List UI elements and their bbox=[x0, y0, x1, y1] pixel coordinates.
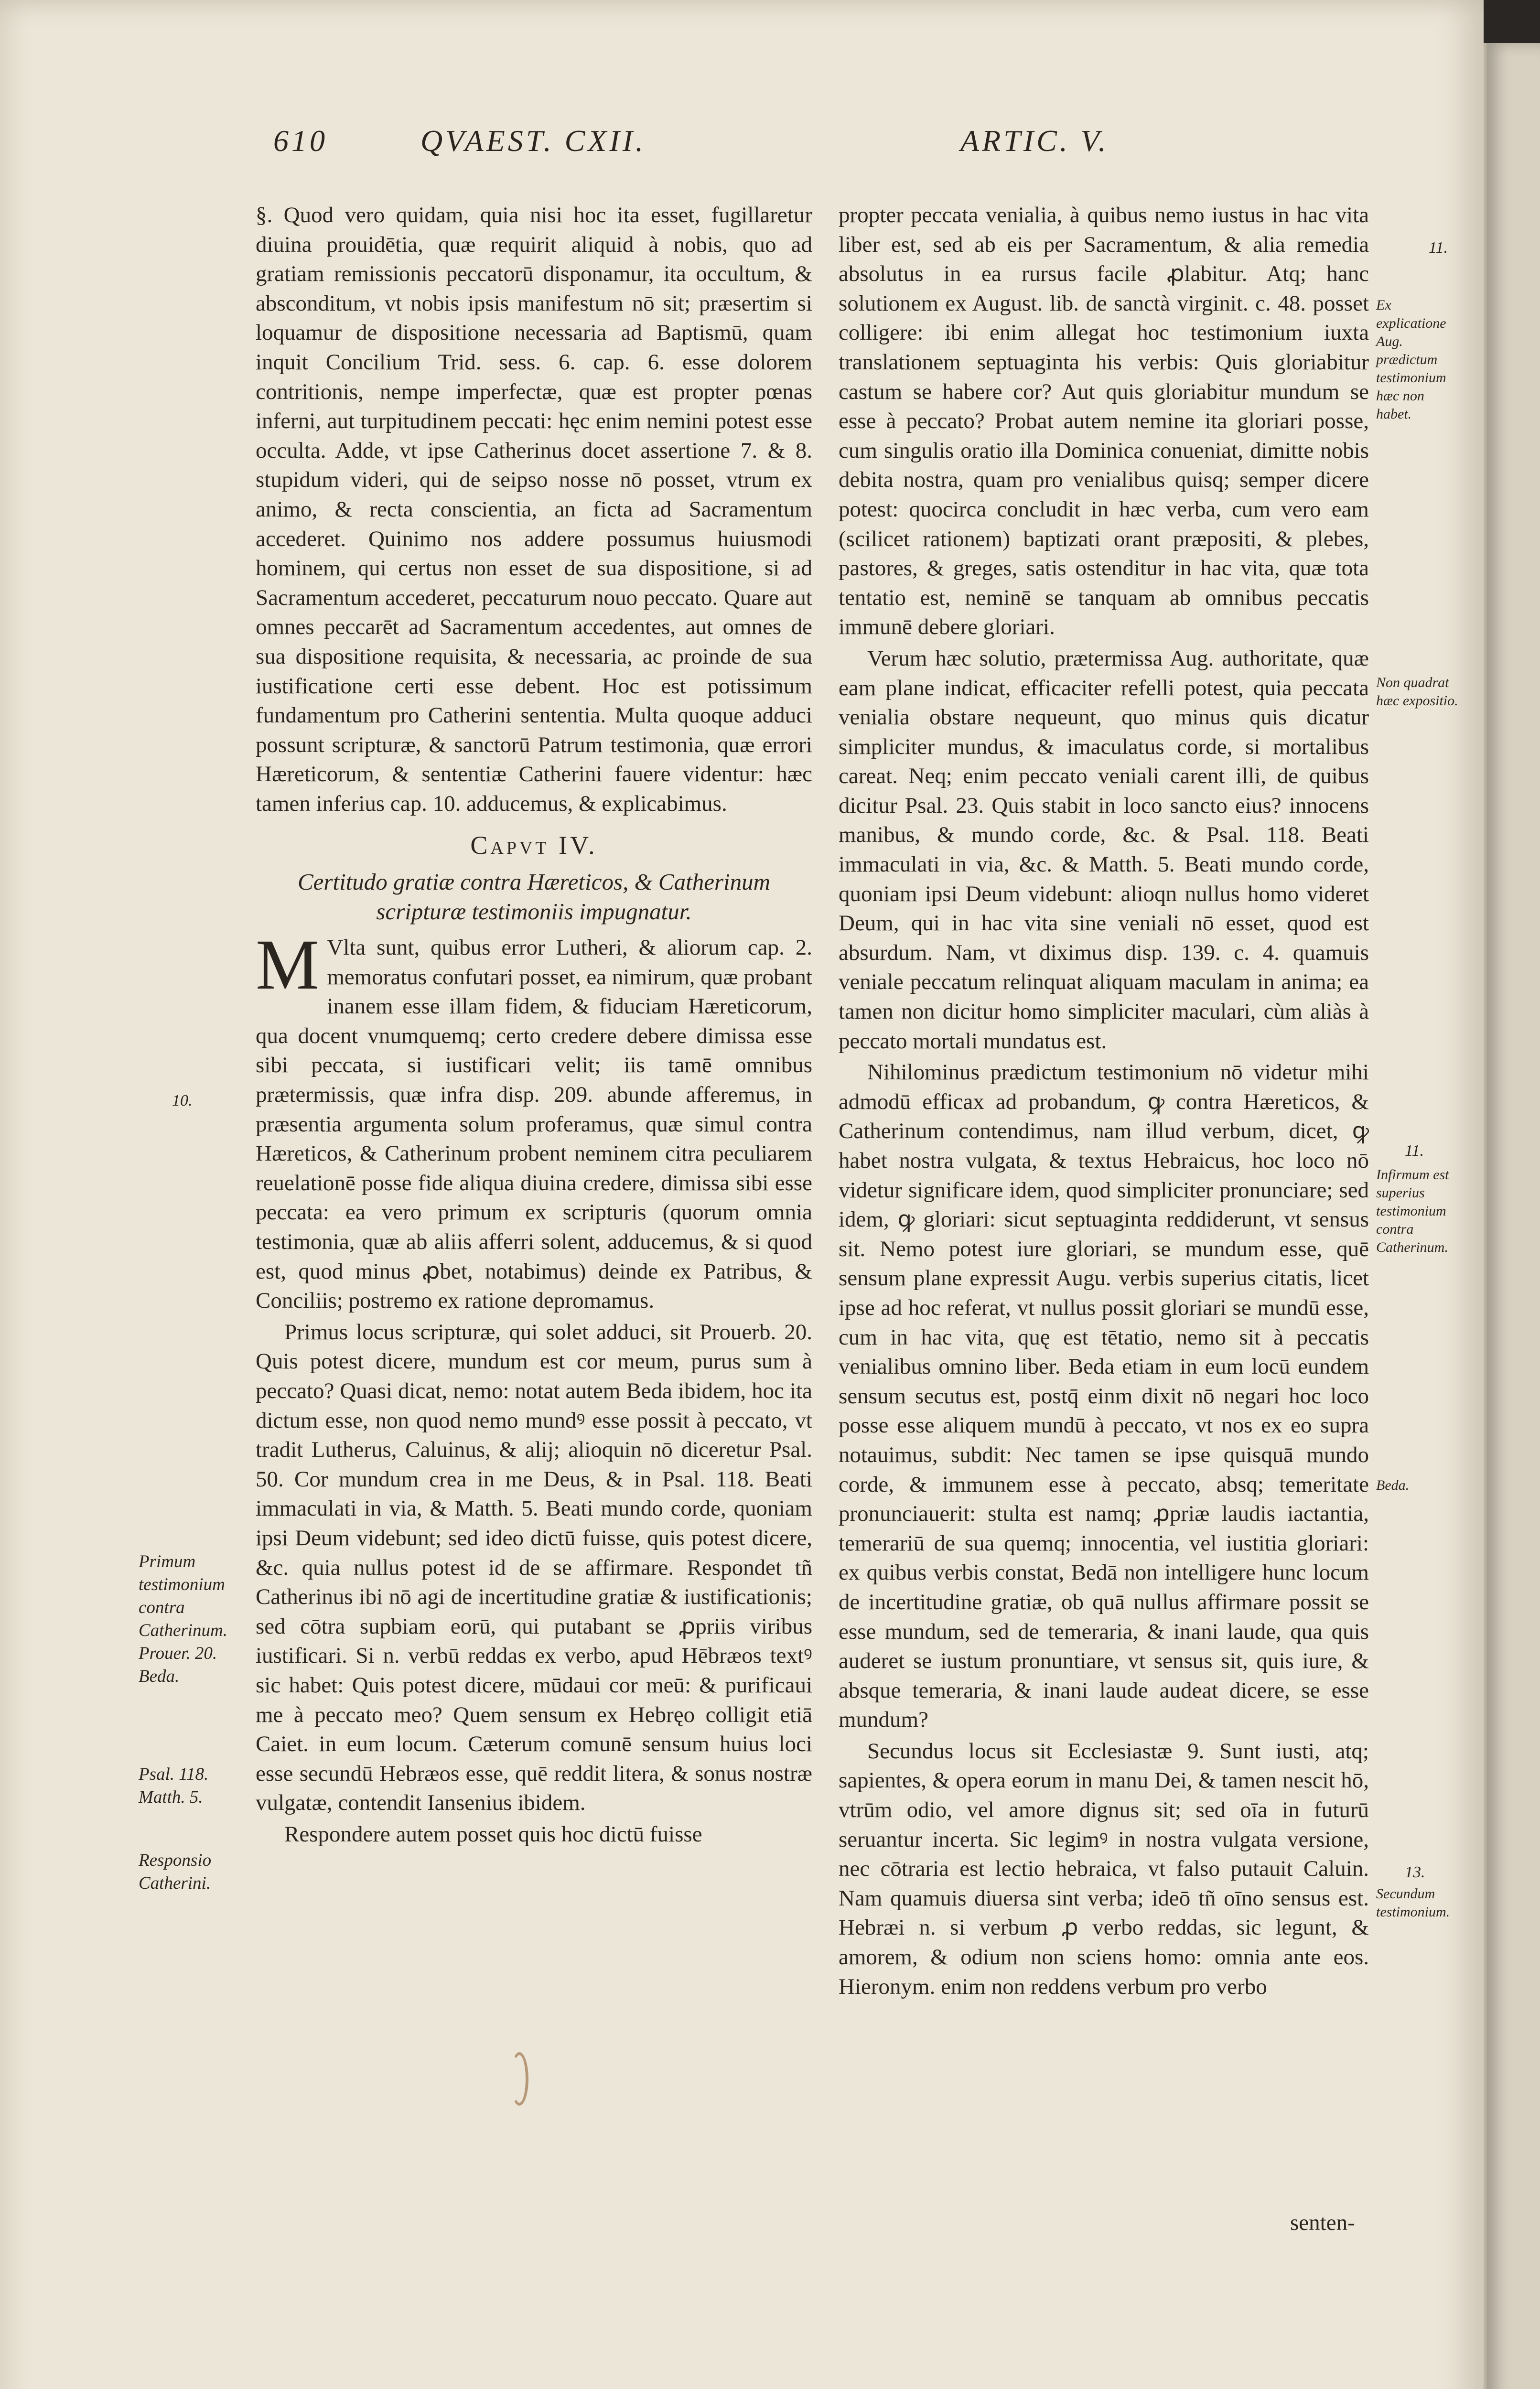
left-column bbox=[256, 201, 812, 1851]
paragraph: Primus locus scripturæ, qui solet adduci, sit Prouerb. 20. Quis potest dicere, mundum est cor meum, purus sum à peccato? Quasi dicat, nemo: notat autem Beda ibidem, hoc ita dictum esse, non quod nemo mundꝰ esse possit à peccato, vt tradit Lutherus, Caluinus, & alij; alioquin nō diceretur Psal. 50. Cor mundum crea in me Deus, & in Psal. 118. Beati immaculati in via, & Matth. 5. Beati mundo corde, quoniam ipsi Deum videbunt; sed ideo dictū fuisse, quis potest dicere, &c. quia nullus potest id de se affirmare. Respondet tñ Catherinus ibi nō agi de incertitudine gratiæ & iustificationis; sed cōtra supbiam eorū, qui putabant se ꝓpriis viribus iustificari. Si n. verbū reddas ex verbo, apud Hēbræos textꝰ sic habet: Quis potest dicere, mūdaui cor meū: & purificaui me à peccato meo? Quem sensum ex Hebręo colligit etiā Caiet. in eum locum. Cæterum comunē sensum huius loci esse secundū Hebræos esse, quē reddit litera, & sonus nostræ vulgatæ, contendit Iansenius ibidem. bbox=[256, 1319, 812, 1816]
margin-number-11b: 11. bbox=[1405, 1142, 1424, 1160]
margin-note-responsio: Responsio Catherini. bbox=[139, 1851, 212, 1893]
running-head bbox=[0, 123, 1484, 176]
right-column bbox=[839, 201, 1369, 2003]
ink-stain bbox=[510, 2052, 528, 2106]
margin-note-primum: Primum testimonium contra Catherinum. Prouer. 20. Beda. bbox=[139, 1552, 228, 1686]
paragraph: Nihilominus prædictum testimonium nō videtur mihi admodū efficax ad probandum, ꝙ contra Hæreticos, & Catherinum contendimus, nam illud verbum, dicet, ꝙ habet nostra vulgata, & textus Hebraicus, hoc loco nō videtur significare idem, quod simpliciter pronunciare; sed idem, ꝙ gloriari: sicut septuaginta reddiderunt, vt sensus sit. Nemo potest iure gloriari, se mundum esse, quē sensum plane expressit Augu. verbis superius citatis, licet ipse ad hoc referat, vt nullus possit gloriari se mundū esse, cum in hac vita, quę est tētatio, nemo sit à peccatis venialibus omnino liber. Beda etiam in eum locū eundem sensum secutus est, postq̄ einm dixit nō negari hoc loco posse esse aliquem mundū à peccato, vt nos ex eo supra notauimus, subdit: Nec tamen se ipse quisquā mundo corde, & immunem esse à peccato, absq; temeritate pronunciauerit: stulta est namq; ꝓpriæ laudis iactantia, temerariū de sua quemq; innocentia, vel iustitia gloriari: ex quibus verbis constat, Bedā non intelligere hunc locum de incertitudine gratiæ, ob quā nullus affirmare possit se esse mundum, sed de temeraria, & inani laude, qua quis auderet se iustum pronuntiare, vt sensus sit, quis iure, & absque temeraria, & inani laude audeat dicere, se esse mundum? bbox=[839, 1060, 1369, 1733]
paragraph: propter peccata venialia, à quibus nemo iustus in hac vita liber est, sed ab eis per Sacramentum, & alia remedia absolutus in ea rursus facile ꝓlabitur. Atq; hanc solutionem ex August. lib. de sanctà virginit. c. 48. posset colligere: ibi enim allegat hoc testimonium iuxta translationem septuaginta his verbis: Quis gloriabitur castum se habere cor? Aut quis gloriabitur mundum se esse à peccato? Probat autem nemine ita gloriari posse, cum singulis oratio illa Dominica conueniat, dimitte nobis debita nostra, quam pro venialibus quisq; semper dicere potest: quocirca concludit in hæc verba, cum vero eam (scilicet rationem) baptizati orant præpositi, & plebes, pastores, & greges, satis ostenditur in hac vita, quæ tota tentatio est, neminē se tanquam ab omnibus peccatis immunē debere gloriari. bbox=[839, 203, 1369, 640]
paragraph: Respondere autem posset quis hoc dictū fuisse bbox=[284, 1821, 702, 1847]
margin-number-11a: 11. bbox=[1429, 239, 1448, 257]
margin-note-augustine: Ex explicatione Aug. prædictum testimonium hæc non habet. bbox=[1376, 297, 1446, 422]
margin-note-non-quadrat: Non quadrat hæc expositio. bbox=[1376, 675, 1458, 709]
margin-note-secundum: Secundum testimonium. bbox=[1376, 1886, 1450, 1920]
paragraph-with-dropcap bbox=[256, 925, 812, 1316]
adjacent-page-edge bbox=[1484, 43, 1540, 2389]
paragraph: Verum hæc solutio, prætermissa Aug. authoritate, quæ eam plane indicat, efficaciter refelli potest, quia peccata venialia obstare nequeunt, quo minus quis dicatur simpliciter mundus, & imaculatus corde, si mortalibus careat. Neq; enim peccato veniali carent illi, de quibus dicitur Psal. 23. Quis stabit in loco sancto eius? innocens manibus, & mundo corde, &c. & Psal. 118. Beati immaculati in via, &c. & Matth. 5. Beati mundo corde, quoniam ipsi Deum videbunt: alioqn nullus homo videret Deum, qui in hac vita sine veniali nō esset, quod est absurdum. Nam, vt diximus disp. 139. c. 4. quamuis veniale peccatum relinquat aliquam maculam in anima; ea tamen non dicitur homo simpliciter maculari, cùm aliàs à peccato mortali mundatus est. bbox=[839, 646, 1369, 1054]
margin-note-infirmum: Infirmum est superius testimonium contra Catherinum. bbox=[1376, 1167, 1449, 1255]
margin-number-10: 10. bbox=[172, 1092, 193, 1109]
paragraph: §. Quod vero quidam, quia nisi hoc ita esset, fugillaretur diuina prouidētia, quæ requirit aliquid à nobis, quo ad gratiam remissionis peccatorū disponamur, ita occultum, & absconditum, vt nobis ipsis manifestum nō sit; præsertim si loquamur de dispositione necessaria ad Baptismū, quam inquit Concilium Trid. sess. 6. cap. 6. esse dolorem contritionis, nempe imperfectæ, quæ est propter pœnas inferni, aut turpitudinem peccati: hęc enim nemini potest esse occulta. Adde, vt ipse Catherinus docet assertione 7. & 8. stupidum videri, qui de seipso nosse nō posset, vtrum ex animo, & recta conscientia, an ficta ad Sacramentum accederet. Quinimo nos addere possumus huiusmodi hominem, qui certus non esset de sua dispositione, si ad Sacramentum accederet, peccaturum nouo peccato. Quare aut omnes peccarēt ad Sacramentum accedentes, aut omnes de sua dispositione requisita, & necessaria, ac proinde de sua iustificatione certi esse debent. Hoc est potissimum fundamentum pro Catherini sententia. Multa quoque adduci possunt scripturæ, & sanctorū Patrum testimonia, quæ errori Hæreticorum, & sententiæ Catherini fauere videntur: hæc tamen inferius cap. 10. adducemus, & explicabimus. bbox=[256, 203, 812, 816]
page-number: 610 bbox=[273, 124, 328, 158]
drop-cap: M bbox=[256, 925, 320, 1005]
chapter-heading: Capvt IV. bbox=[470, 831, 598, 860]
margin-number-13: 13. bbox=[1405, 1863, 1425, 1881]
catchword: senten- bbox=[1290, 2210, 1355, 2235]
header-article: ARTIC. V. bbox=[960, 124, 1109, 158]
chapter-subtitle: Certitudo gratiæ contra Hæreticos, & Catherinum scripturæ testimoniis impugnatur. bbox=[297, 869, 771, 925]
paragraph: Secundus locus sit Ecclesiastæ 9. Sunt iusti, atq; sapientes, & opera eorum in manu Dei, & tamen nescit hō, vtrūm odio, vel amore dignus sit; sed oīa in futurū seruantur incerta. Sic legimꝰ in nostra vulgata versione, nec cōtraria est lectio hebraica, vt falso putauit Caluin. Nam quamuis diuersa sint verba; ideō tñ oīno sensus est. Hebræi n. si verbum ꝓ verbo reddas, sic legunt, & amorem, & odium non sciens homo: omnia ante eos. Hieronym. enim non reddens verbum pro verbo bbox=[839, 1738, 1369, 1999]
margin-note-beda: Beda. bbox=[1376, 1477, 1410, 1493]
margin-note-psalm: Psal. 118. Matth. 5. bbox=[139, 1765, 209, 1807]
paragraph-text: Vlta sunt, quibus error Lutheri, & aliorum cap. 2. memoratus confutari posset, ea nimirum, quæ probant inanem esse illam fidem, & fiduciam Hæreticorum, qua docent vnumquemq; certo credere debere dimissa esse sibi peccata, si iustificari velit; iis tamē omnibus prætermissis, quæ infra disp. 209. abunde afferemus, in præsentia argumenta solum proferamus, quæ simul contra Hæreticos, & Catherinum probent neminem citra peculiarem reuelationē posse fide aliqua diuina credere, dimissa sibi esse peccata: ea vero primum ex scripturis (quorum omnia testimonia, quæ ab aliis afferri solent, adducemus, & si quod est, quod minus ꝓbet, notabimus) deinde ex Patribus, & Conciliis; postremo ex ratione depromamus. bbox=[256, 935, 812, 1313]
header-question: QVAEST. CXII. bbox=[420, 124, 646, 158]
